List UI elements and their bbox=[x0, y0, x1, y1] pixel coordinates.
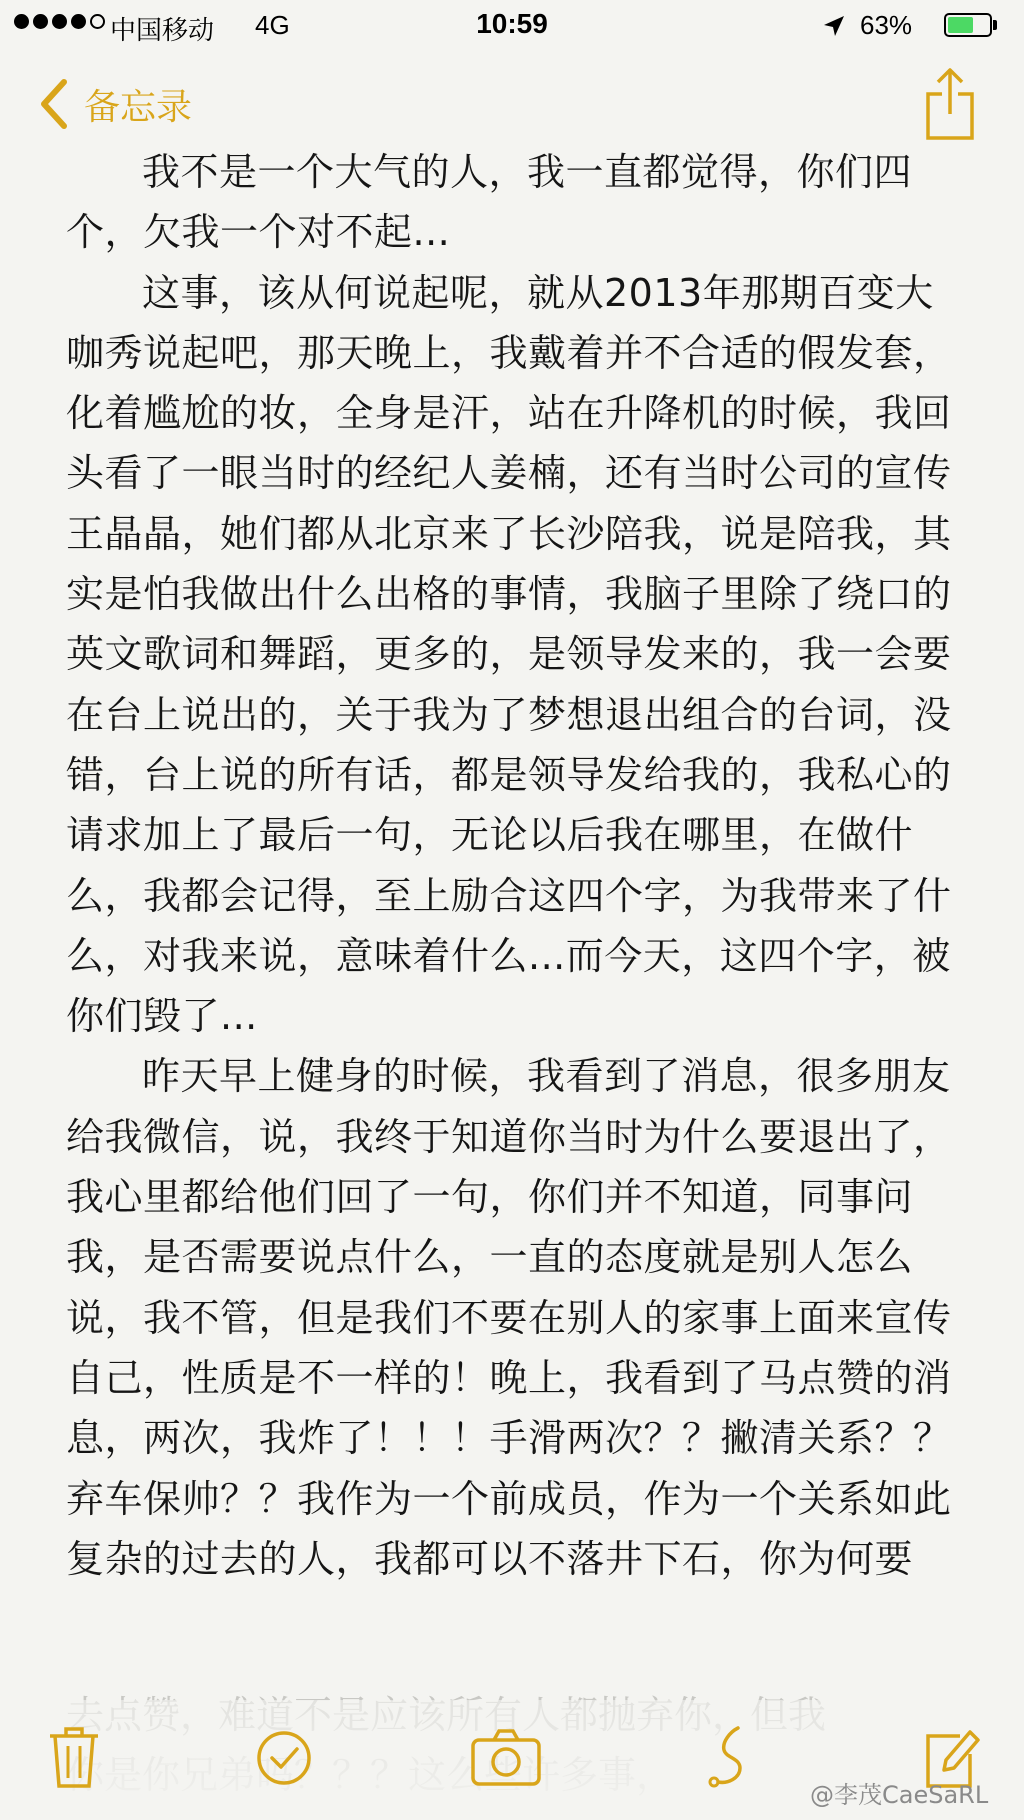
sketch-icon[interactable] bbox=[700, 1722, 760, 1792]
camera-icon[interactable] bbox=[470, 1722, 542, 1792]
status-time: 10:59 bbox=[476, 8, 548, 39]
battery-cap bbox=[993, 20, 997, 30]
battery-icon bbox=[944, 13, 992, 37]
watermark: @李茂CaeSaRL bbox=[810, 1781, 989, 1809]
back-label: 备忘录 bbox=[84, 86, 193, 128]
nav-bar bbox=[0, 60, 1024, 150]
note-body[interactable] bbox=[66, 142, 966, 1589]
carrier-name: 中国移动 bbox=[110, 15, 215, 45]
note-paragraph-1: 我不是一个大气的人，我一直都觉得，你们四个，欠我一个对不起... bbox=[66, 150, 913, 255]
note-paragraph-3: 昨天早上健身的时候，我看到了消息，很多朋友给我微信，说，我终于知道你当时为什么要退出了，我心里都给他们回了一句，你们并不知道，同事问我，是否需要说点什么，一直的态度就是别人怎么说，我不管，但是我们不要在别人的家事上面来宣传自己，性质是不一样的！晚上，我看到了马点赞的消息，两次，我炸了！！！手滑两次？？撇清关系？？弃车保帅？？我作为一个前成员，作为一个关系如此复杂的过去的人，我都可以不落井下石，你为何要 bbox=[66, 1054, 952, 1581]
status-bar bbox=[0, 0, 1024, 52]
location-icon bbox=[822, 14, 846, 38]
share-icon[interactable] bbox=[922, 64, 978, 144]
note-paragraph-2: 这事，该从何说起呢，就从2013年那期百变大咖秀说起吧，那天晚上，我戴着并不合适的假发套，化着尴尬的妆，全身是汗，站在升降机的时候，我回头看了一眼当时的经纪人姜楠，还有当时公司的宣传王晶晶，她们都从北京来了长沙陪我，说是陪我，其实是怕我做出什么出格的事情，我脑子里除了绕口的英文歌词和舞蹈，更多的，是领导发来的，我一会要在台上说出的，关于我为了梦想退出组合的台词，没错，台上说的所有话，都是领导发给我的，我私心的请求加上了最后一句，无论以后我在哪里，在做什么，我都会记得，至上励合这四个字，为我带来了什么，对我来说，意味着什么...而今天，这四个字，被你们毁了... bbox=[66, 270, 952, 1039]
trash-icon[interactable] bbox=[44, 1722, 104, 1792]
network-type: 4G bbox=[255, 10, 290, 40]
back-button[interactable] bbox=[34, 76, 192, 132]
chevron-left-icon bbox=[34, 76, 74, 132]
checklist-icon[interactable] bbox=[254, 1722, 314, 1792]
battery-percent: 63% bbox=[860, 10, 913, 40]
